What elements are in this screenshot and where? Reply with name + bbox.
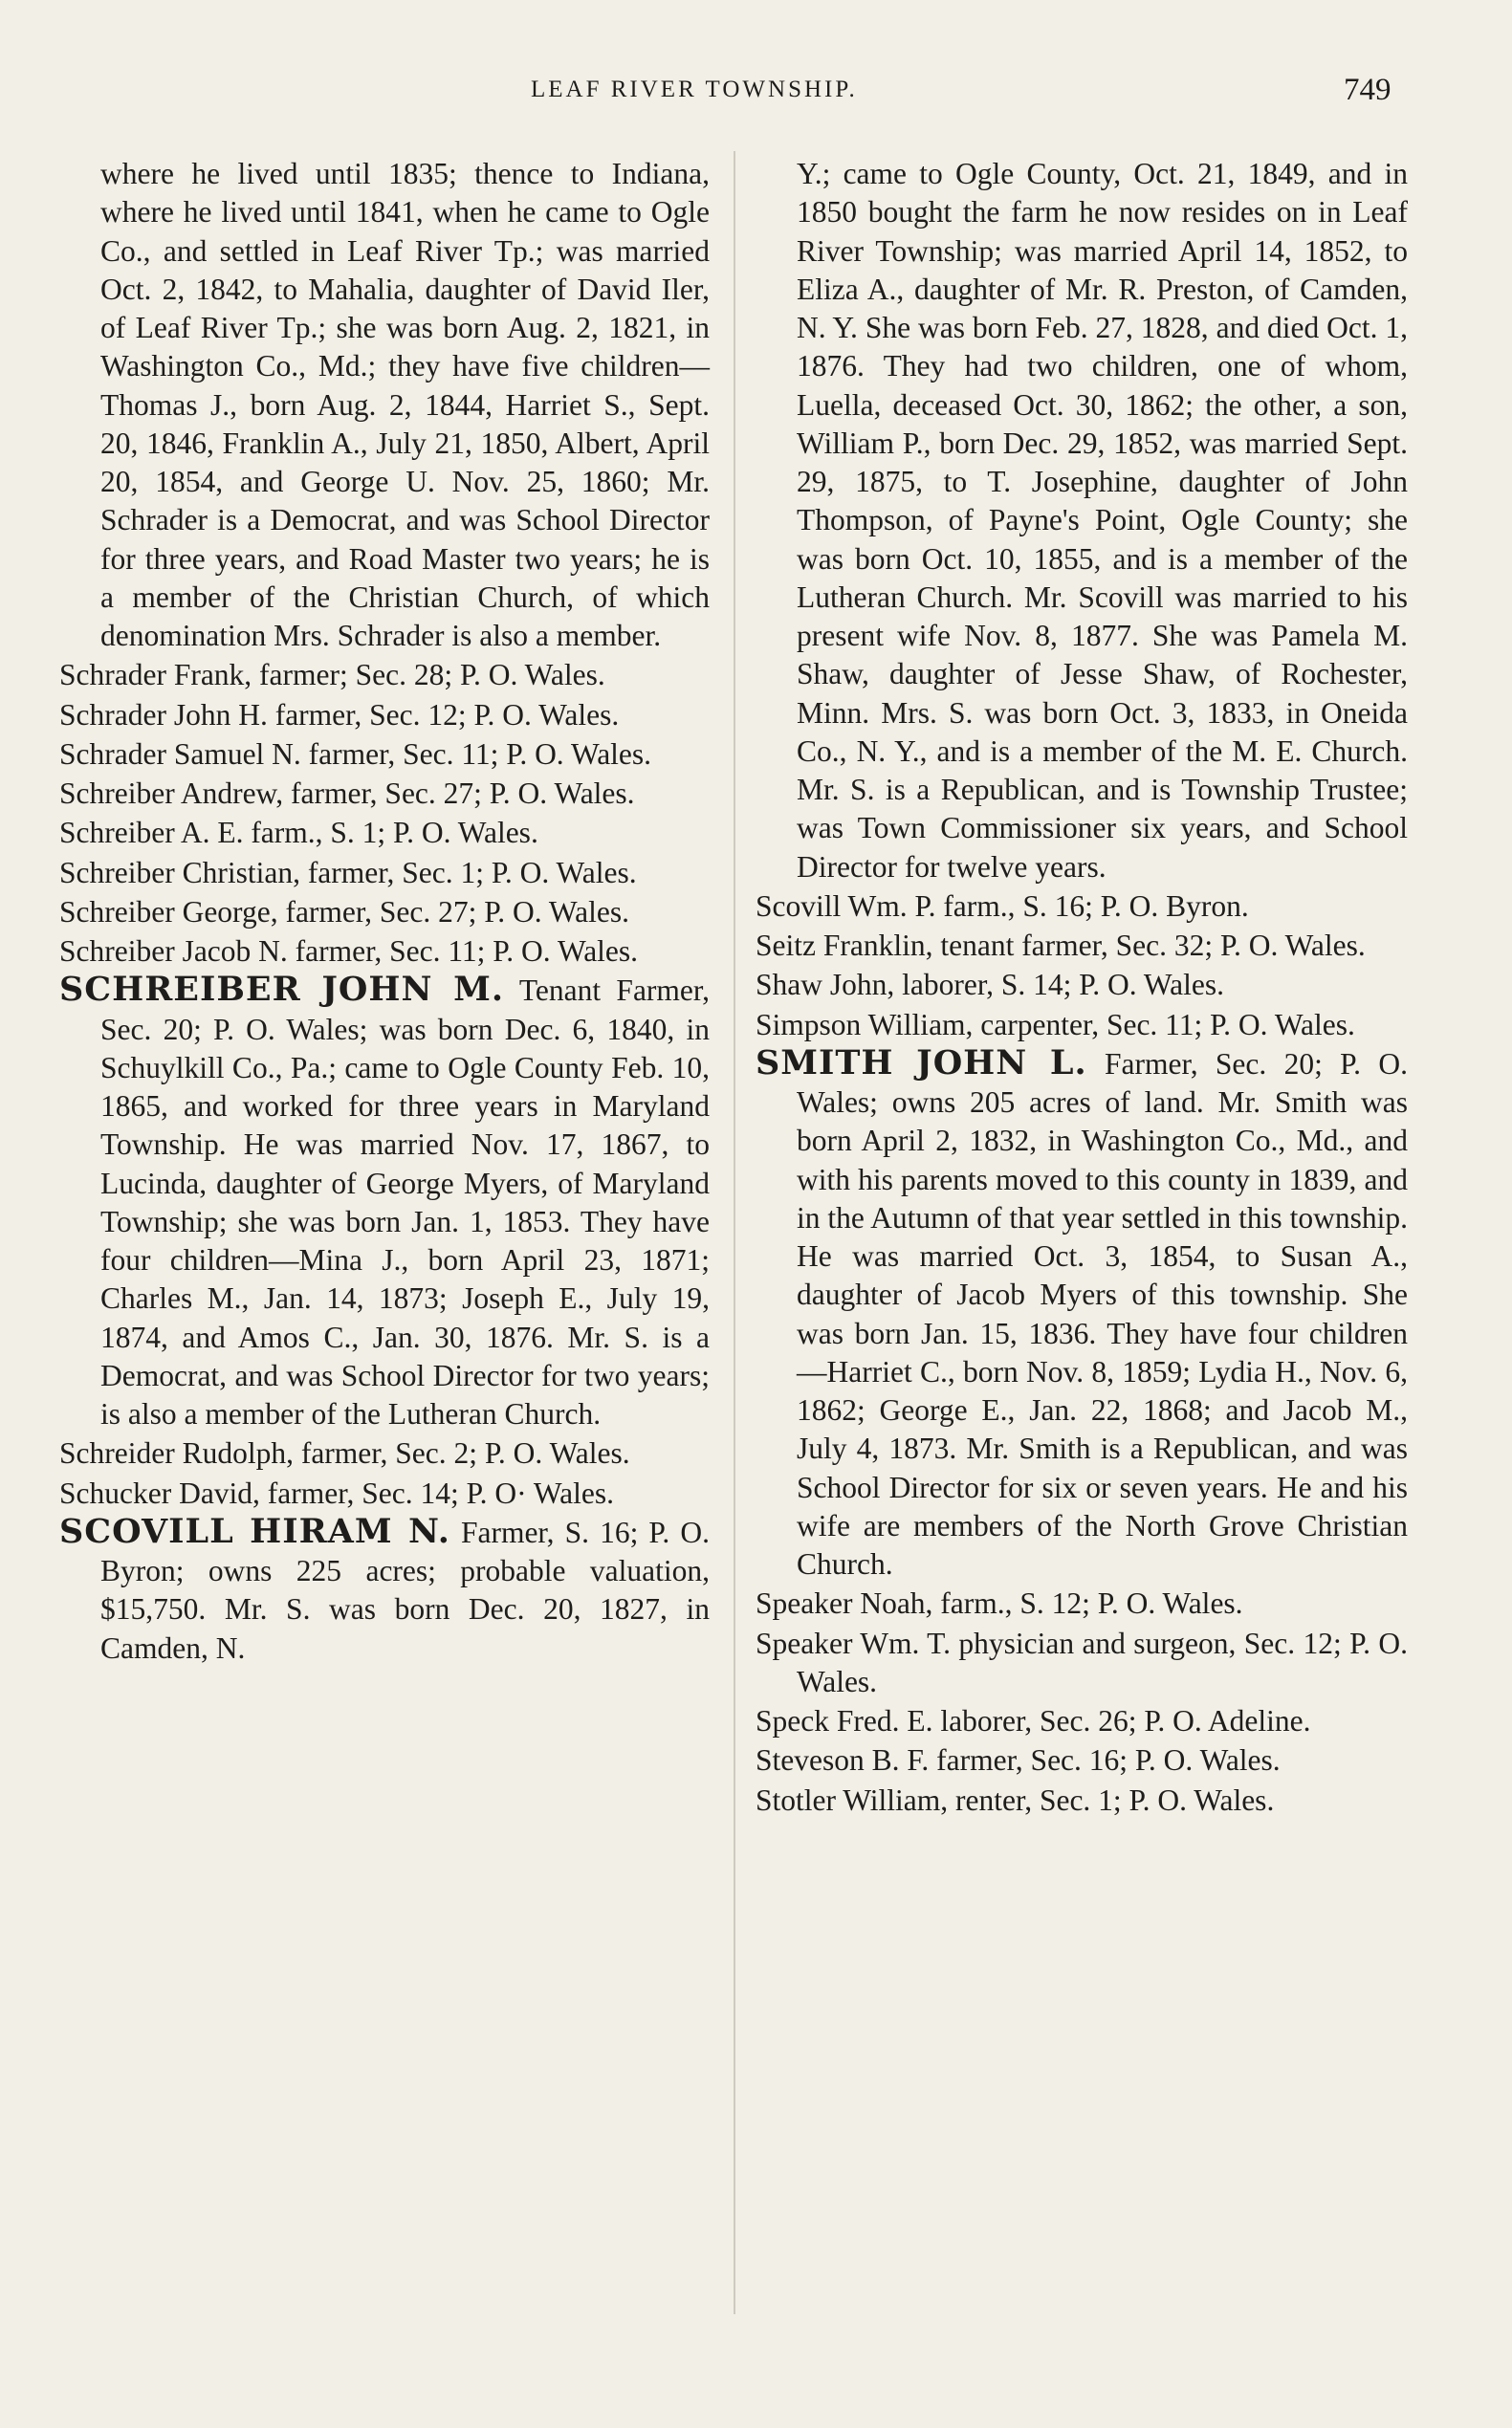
entry-text: Seitz Franklin, tenant farmer, Sec. 32; P. O. Wales. bbox=[756, 929, 1366, 962]
entry-text: Stotler William, renter, Sec. 1; P. O. Wales. bbox=[756, 1783, 1275, 1817]
directory-entry bbox=[59, 892, 710, 931]
directory-entry bbox=[59, 1433, 710, 1473]
entry-text: Schreiber Jacob N. farmer, Sec. 11; P. O. Wales. bbox=[59, 934, 639, 968]
directory-entry bbox=[756, 1781, 1408, 1820]
biography-entry bbox=[59, 1513, 710, 1668]
directory-entry bbox=[59, 813, 710, 852]
entry-text: Schrader Samuel N. farmer, Sec. 11; P. O. Wales. bbox=[59, 736, 652, 771]
entry-text: Speaker Wm. T. physician and surgeon, Sec. 12; P. O. Wales. bbox=[756, 1626, 1408, 1698]
biography-entry bbox=[756, 1044, 1408, 1585]
directory-entry bbox=[59, 931, 710, 971]
entry-text: Farmer, Sec. 20; P. O. Wales; owns 205 acres of land. Mr. Smith was born April 2, 1832, in Washington Co., Md., and with his parents moved to this county in 1839, and in the Autumn of that year settled in this township. He was married Oct. 3, 1854, to Susan A., daughter of Jacob Myers of this township. She was born Jan. 15, 1836. They have four children—Harriet C., born Nov. 8, 1859; Lydia H., Nov. 6, 1862; George E., Jan. 22, 1868; and Jacob M., July 4, 1873. Mr. Smith is a Republican, and was School Director for six or seven years. He and his wife are members of the North Grove Christian Church. bbox=[797, 1046, 1408, 1581]
directory-entry bbox=[756, 1584, 1408, 1623]
running-head: LEAF RIVER TOWNSHIP. bbox=[531, 77, 858, 102]
entry-name: SCOVILL HIRAM N. bbox=[59, 1511, 450, 1551]
page-header bbox=[0, 73, 1512, 111]
page-speck bbox=[1490, 1832, 1500, 1844]
page-number: 749 bbox=[1344, 73, 1391, 107]
continuation-text: Y.; came to Ogle County, Oct. 21, 1849, and in 1850 bought the farm he now resides on in Leaf River Township; was married April 14, 1852, to Eliza A., daughter of Mr. R. Preston, of Camden, N. Y. She was born Feb. 27, 1828, and died Oct. 1, 1876. They had two children, one of whom, Luella, deceased Oct. 30, 1862; the other, a son, William P., born Dec. 29, 1852, was married Sept. 29, 1875, to T. Josephine, daughter of John Thompson, of Payne's Point, Ogle County; she was born Oct. 10, 1855, and is a member of the Lutheran Church. Mr. Scovill was married to his present wife Nov. 8, 1877. She was Pamela M. Shaw, daughter of Jesse Shaw, of Rochester, Minn. Mrs. S. was born Oct. 3, 1833, in Oneida Co., N. Y., and is a member of the M. E. Church. Mr. S. is a Republican, and is Township Trustee; was Town Commissioner six years, and School Director for twelve years. bbox=[797, 157, 1408, 884]
directory-entry bbox=[756, 926, 1408, 965]
entry-text: Schrader Frank, farmer; Sec. 28; P. O. Wales. bbox=[59, 658, 605, 692]
right-column bbox=[756, 155, 1408, 1820]
directory-entry bbox=[59, 774, 710, 813]
entry-name: SCHREIBER JOHN M. bbox=[59, 970, 505, 1010]
directory-entry bbox=[756, 1005, 1408, 1044]
entry-text: Speaker Noah, farm., S. 12; P. O. Wales. bbox=[756, 1586, 1243, 1621]
entry-text: Farmer, S. 16; P. O. Byron; owns 225 acres; probable valuation, $15,750. Mr. S. was born Dec. 20, 1827, in Camden, N. bbox=[100, 1515, 710, 1665]
left-column bbox=[59, 155, 710, 1668]
entry-text: Schreiber George, farmer, Sec. 27; P. O. Wales. bbox=[59, 894, 629, 929]
entry-text: Steveson B. F. farmer, Sec. 16; P. O. Wales. bbox=[756, 1743, 1281, 1778]
directory-entry bbox=[59, 734, 710, 774]
directory-entry bbox=[756, 1740, 1408, 1780]
directory-entry bbox=[756, 886, 1408, 926]
directory-entry bbox=[59, 1474, 710, 1513]
directory-entry bbox=[59, 655, 710, 694]
directory-entry bbox=[756, 1624, 1408, 1702]
column-divider bbox=[734, 151, 735, 2314]
entry-text: Shaw John, laborer, S. 14; P. O. Wales. bbox=[756, 968, 1224, 1002]
directory-entry bbox=[59, 853, 710, 892]
entry-text: Speck Fred. E. laborer, Sec. 26; P. O. Adeline. bbox=[756, 1704, 1311, 1738]
entry-text: Schucker David, farmer, Sec. 14; P. O· Wales. bbox=[59, 1476, 614, 1510]
directory-entry bbox=[756, 1701, 1408, 1740]
entry-name: SMITH JOHN L. bbox=[756, 1042, 1087, 1083]
entry-text: Schreiber A. E. farm., S. 1; P. O. Wales. bbox=[59, 816, 538, 850]
entry-text: Schreider Rudolph, farmer, Sec. 2; P. O. Wales. bbox=[59, 1436, 630, 1471]
entry-text: Schreiber Andrew, farmer, Sec. 27; P. O. Wales. bbox=[59, 777, 635, 810]
directory-entry bbox=[59, 695, 710, 734]
entry-text: Simpson William, carpenter, Sec. 11; P. O. Wales. bbox=[756, 1007, 1355, 1041]
continuation-text: where he lived until 1835; thence to Indiana, where he lived until 1841, when he came to Ogle Co., and settled in Leaf River Tp.; was married Oct. 2, 1842, to Mahalia, daughter of David Iler, of Leaf River Tp.; she was born Aug. 2, 1821, in Washington Co., Md.; they have five children—Thomas J., born Aug. 2, 1844, Harriet S., Sept. 20, 1846, Franklin A., July 21, 1850, Albert, April 20, 1854, and George U. Nov. 25, 1860; Mr. Schrader is a Democrat, and was School Director for three years, and Road Master two years; he is a member of the Christian Church, of which denomination Mrs. Schrader is also a member. bbox=[100, 157, 710, 652]
entry-text: Tenant Farmer, Sec. 20; P. O. Wales; was born Dec. 6, 1840, in Schuylkill Co., Pa.; came to Ogle County Feb. 10, 1865, and worked for three years in Maryland Township. He was married Nov. 17, 1867, to Lucinda, daughter of George Myers, of Maryland Township; she was born Jan. 1, 1853. They have four children—Mina J., born April 23, 1871; Charles M., Jan. 14, 1873; Joseph E., July 19, 1874, and Amos C., Jan. 30, 1876. Mr. S. is a Democrat, and was School Director for two years; is also a member of the Lutheran Church. bbox=[100, 973, 711, 1431]
entry-text: Scovill Wm. P. farm., S. 16; P. O. Byron. bbox=[756, 888, 1249, 923]
directory-entry bbox=[756, 965, 1408, 1004]
entry-text: Schreiber Christian, farmer, Sec. 1; P. O. Wales. bbox=[59, 855, 637, 889]
entry-text: Schrader John H. farmer, Sec. 12; P. O. Wales. bbox=[59, 697, 620, 732]
biography-entry bbox=[59, 971, 710, 1433]
